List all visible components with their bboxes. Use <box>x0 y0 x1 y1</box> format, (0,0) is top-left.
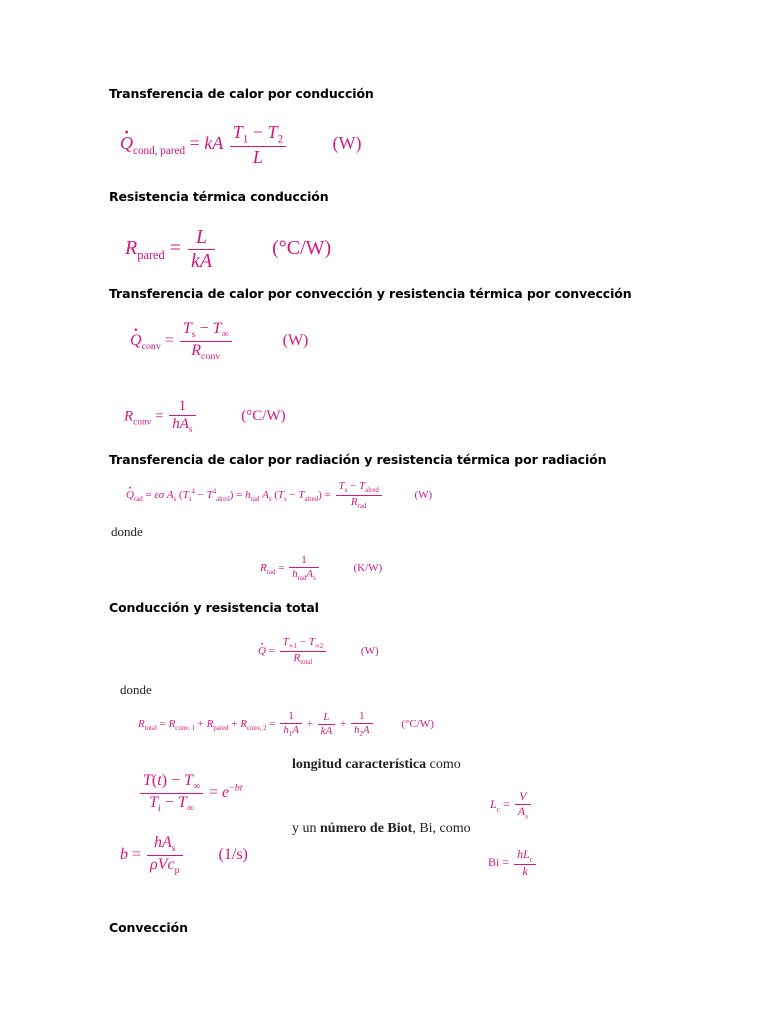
unit-watt: (W) <box>414 489 433 502</box>
heading-conduccion: Transferencia de calor por conducción <box>109 86 374 101</box>
equation-biot-number: Bi = $\frac{hL_c}{k}$ <box>488 848 538 879</box>
heading-conduccion-resistencia-total: Conducción y resistencia total <box>109 600 319 615</box>
equation-resistance-convection: $R_{conv}$ = $\frac{1}{hA_s}$ (°C/W) <box>124 398 286 436</box>
unit-k-per-w: (K/W) <box>353 561 383 574</box>
heading-radiacion-resistencia: Transferencia de calor por radiación y resistencia térmica por radiación <box>109 452 607 467</box>
equation-characteristic-length: $L_c$ = $\frac{V}{A_s}$ <box>490 790 533 821</box>
heading-resistencia-conduccion: Resistencia térmica conducción <box>109 189 329 204</box>
heading-conveccion-resistencia: Transferencia de calor por convección y resistencia térmica por convección <box>109 286 632 301</box>
heading-conveccion: Convección <box>109 920 188 935</box>
equation-resistance-wall: $R_{pared}$ = $\frac{L}{kA}$ (°C/W) <box>125 226 332 272</box>
equation-resistance-radiation: $R_{rad}$ = $\frac{1}{h_{rad}A_s}$ (K/W) <box>260 554 383 582</box>
text-donde: donde <box>120 682 152 697</box>
equation-lumped-temperature: $\frac{T(t) - T_\infty}{T_i - T_\infty}$ = $e^{-bt}$ <box>138 772 242 814</box>
text-biot-pre: y un <box>292 821 320 836</box>
text-donde: donde <box>111 524 143 539</box>
equation-resistance-total: $R_{total} = R_{conv, 1} + R_{pared} + R_{conv, 2}$ = $\frac{1}{h_1A}$ + $\frac{L}{kA}$ + $\frac{1}{h_2A}$ (°C/W) <box>138 710 434 738</box>
unit-watt: (W) <box>360 645 379 658</box>
equation-conduction: · $Q_{cond, pared}$ = kA $\frac{T_1 - T_2}{L}$ (W) <box>120 122 362 168</box>
unit-c-per-w: (°C/W) <box>241 408 286 425</box>
unit-watt: (W) <box>332 133 362 154</box>
unit-watt: (W) <box>282 331 309 349</box>
text-longitud-rest: como <box>426 757 461 772</box>
unit-per-second: (1/s) <box>218 845 248 863</box>
unit-c-per-w: (°C/W) <box>401 717 434 730</box>
text-biot <box>292 821 471 837</box>
equation-radiation: · $Q_{rad} = \varepsilon\sigma$ $A_s$ $(T_s^4 - T^4_{alred}) = h_{rad}$ $A_s$ $(T_s - T_{alred})$ = $\frac{T_s - T_{alred}}{R_{rad}}$ (W) <box>126 480 432 511</box>
equation-b-coefficient: b = $\frac{hA_s}{\rho Vc_p}$ (1/s) <box>120 834 248 876</box>
text-biot-rest: , Bi, como <box>412 821 471 836</box>
equation-convection: · $Q_{conv}$ = $\frac{T_s - T_\infty}{R_{conv}}$ (W) <box>130 320 308 362</box>
text-longitud-bold: longitud característica <box>292 757 427 772</box>
text-longitud-caracteristica <box>292 757 461 773</box>
equation-total-heat: · Q = $\frac{T_{\infty 1} - T_{\infty 2}}{R_{total}}$ (W) <box>258 636 379 667</box>
unit-c-per-w: (°C/W) <box>272 237 332 260</box>
text-biot-bold: número de Biot <box>320 821 413 836</box>
